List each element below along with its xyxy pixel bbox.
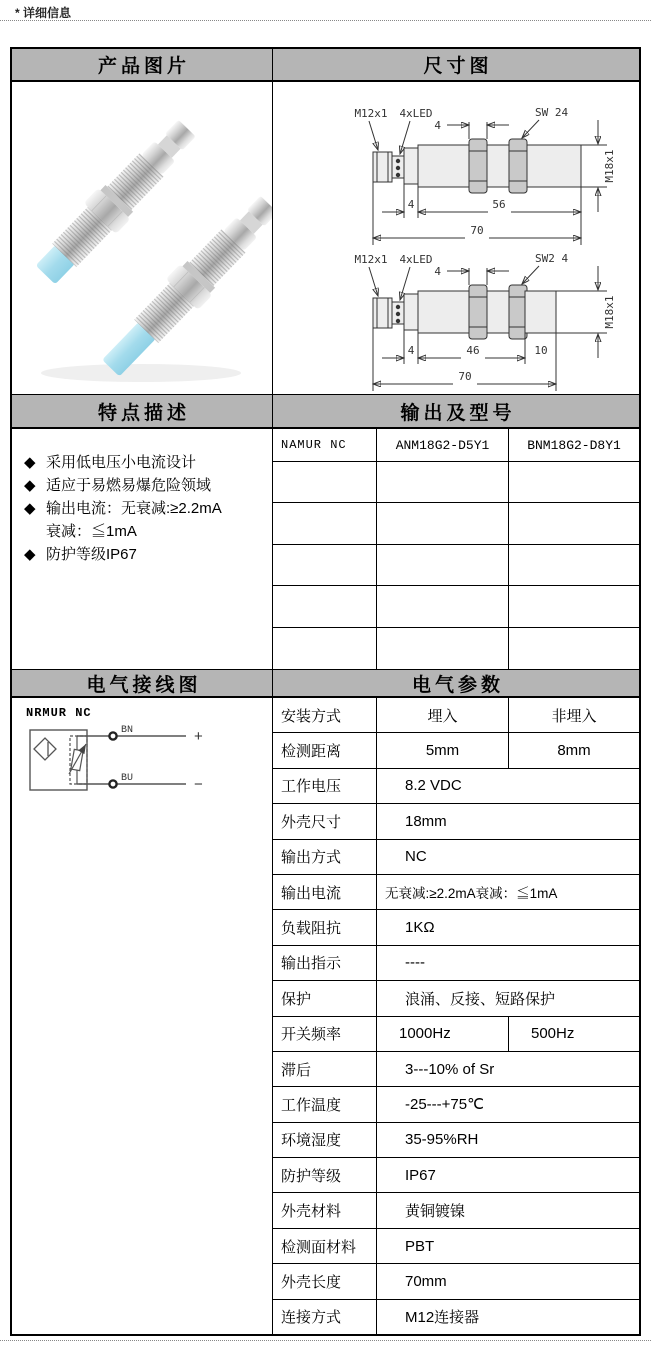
param-label: 检测距离	[273, 733, 377, 767]
diamond-bullet-icon: ◆	[24, 477, 36, 494]
param-label: 环境湿度	[273, 1123, 377, 1157]
wire-bu-label: BU	[121, 773, 134, 784]
param-label: 输出电流	[273, 875, 377, 909]
feature-text: 防护等级IP67	[46, 546, 137, 563]
dim-label-led: 4xLED	[399, 107, 433, 120]
param-row	[273, 1052, 639, 1087]
product-photo-cell	[12, 82, 273, 395]
header-wiring	[12, 670, 273, 698]
feature-item-continuation	[24, 520, 272, 543]
dim-label-led: 4xLED	[399, 253, 433, 266]
dim-label-thread: M12x1	[354, 253, 388, 266]
header-features	[12, 395, 273, 429]
param-label: 外壳长度	[273, 1264, 377, 1298]
param-label: 滞后	[273, 1052, 377, 1086]
param-value: 70mm	[405, 1272, 447, 1290]
param-value: ----	[405, 954, 425, 972]
param-label: 开关频率	[273, 1017, 377, 1051]
param-value: M12连接器	[405, 1309, 480, 1327]
diamond-bullet-icon	[34, 520, 46, 543]
model-row-empty	[273, 545, 639, 586]
dim-label-body: 46	[466, 344, 480, 357]
param-value-flush: 1000Hz	[377, 1017, 509, 1051]
drawing-nut	[509, 139, 527, 193]
feature-list	[12, 429, 272, 566]
param-label: 外壳尺寸	[273, 804, 377, 838]
dim-label-diameter: M18x1	[603, 295, 616, 329]
models-cell	[273, 429, 639, 670]
param-row	[273, 1193, 639, 1228]
led-dot	[396, 319, 400, 323]
dim-label-wrench: SW2 4	[535, 252, 569, 265]
header-product-image-label: 产品图片	[97, 56, 190, 77]
drawing-connector	[373, 152, 392, 182]
feature-item	[24, 543, 272, 566]
param-value: 1KΩ	[405, 919, 435, 937]
photo-shadow	[41, 364, 241, 382]
param-value-flush: 埋入	[377, 698, 509, 732]
drawing-connector	[373, 298, 392, 328]
param-row	[273, 981, 639, 1016]
param-label: 外壳材料	[273, 1193, 377, 1227]
wiring-diagram	[26, 724, 226, 804]
param-label: 输出指示	[273, 946, 377, 980]
model-cell-empty	[377, 462, 509, 502]
model-cell-empty	[509, 586, 639, 626]
feature-item	[24, 451, 272, 474]
param-value: 8.2 VDC	[405, 777, 462, 795]
drawing-nut	[469, 139, 487, 193]
feature-item	[24, 474, 272, 497]
param-row	[273, 698, 639, 733]
param-label: 检测面材料	[273, 1229, 377, 1263]
param-label: 防护等级	[273, 1158, 377, 1192]
model-cell-empty	[377, 628, 509, 669]
features-cell	[12, 429, 273, 670]
dimension-drawings-cell	[273, 82, 639, 395]
dim-label-nut-width: 4	[434, 265, 441, 278]
param-row	[273, 840, 639, 875]
model-number-flush: ANM18G2-D5Y1	[377, 429, 509, 461]
header-params	[273, 670, 639, 698]
led-dot	[396, 159, 400, 163]
diamond-bullet-icon: ◆	[24, 546, 36, 563]
product-photo	[13, 83, 272, 394]
header-product-image	[12, 49, 273, 82]
param-label: 保护	[273, 981, 377, 1015]
param-row	[273, 1017, 639, 1052]
header-wiring-label: 电气接线图	[86, 674, 202, 696]
params-cell	[273, 698, 639, 1334]
model-cell-empty	[509, 503, 639, 543]
model-cell-empty	[509, 462, 639, 502]
param-label: 工作温度	[273, 1087, 377, 1121]
param-value: -25---+75℃	[405, 1096, 484, 1114]
wiring-title: NRMUR NC	[26, 706, 92, 720]
model-number-nonflush: BNM18G2-D8Y1	[527, 437, 621, 453]
model-row-empty	[273, 586, 639, 627]
param-value-nonflush: 8mm	[557, 742, 591, 760]
dim-label-nut-width: 4	[434, 119, 441, 132]
drawing-tip	[525, 291, 556, 333]
param-label: 工作电压	[273, 769, 377, 803]
param-row	[273, 733, 639, 768]
model-row-empty	[273, 628, 639, 669]
header-features-label: 特点描述	[97, 402, 190, 424]
led-dot	[396, 312, 400, 316]
param-value: 无衰减:≥2.2mA衰减：≦1mA	[385, 886, 558, 902]
param-value: 3---10% of Sr	[405, 1060, 495, 1078]
param-value: NC	[405, 848, 427, 866]
drawing-body	[418, 145, 581, 187]
param-value: 浪涌、反接、短路保护	[405, 990, 556, 1008]
param-label: 输出方式	[273, 840, 377, 874]
dim-label-diameter: M18x1	[603, 149, 616, 183]
dim-label-total: 70	[470, 224, 484, 237]
model-cell-empty	[377, 503, 509, 543]
param-row	[273, 875, 639, 910]
dim-label-wrench: SW 24	[535, 106, 569, 119]
dim-label-step: 4	[407, 198, 415, 211]
dim-label-step: 4	[407, 344, 415, 357]
dimension-drawing-bottom	[273, 246, 639, 395]
bottom-divider	[0, 1340, 651, 1341]
param-row	[273, 910, 639, 945]
param-value: 黄铜镀镍	[405, 1203, 466, 1221]
feature-item	[24, 497, 272, 520]
feature-text: 适应于易燃易爆危险领域	[46, 477, 212, 494]
model-cell-empty	[273, 462, 377, 502]
terminal-bu	[109, 780, 116, 787]
wiring-cell	[12, 698, 273, 1334]
model-table	[273, 429, 639, 669]
param-row	[273, 946, 639, 981]
header-models-label: 输出及型号	[400, 402, 516, 424]
dim-label-body: 56	[492, 198, 506, 211]
dimension-drawing-top	[273, 100, 639, 246]
param-row	[273, 1264, 639, 1299]
param-row	[273, 804, 639, 839]
top-divider	[0, 20, 651, 21]
diamond-bullet-icon: ◆	[24, 500, 36, 517]
wire-bn-label: BN	[121, 725, 134, 736]
dim-label-total: 70	[458, 370, 472, 383]
led-dot	[396, 305, 400, 309]
param-row	[273, 1087, 639, 1122]
param-value: PBT	[405, 1237, 435, 1255]
header-dimensions	[273, 49, 639, 82]
dim-label-thread: M12x1	[354, 107, 388, 120]
drawing-nut	[509, 285, 527, 339]
param-row	[273, 769, 639, 804]
sensor-symbol-icon	[34, 738, 56, 760]
param-row	[273, 1158, 639, 1193]
param-label: 连接方式	[273, 1300, 377, 1334]
drawing-nut	[469, 285, 487, 339]
plus-sign: +	[194, 728, 203, 745]
header-models	[273, 395, 639, 429]
param-value-flush: 5mm	[377, 733, 509, 767]
param-value: 35-95%RH	[405, 1131, 479, 1149]
param-row	[273, 1123, 639, 1158]
feature-text: 输出电流：无衰减:≥2.2mA	[46, 500, 222, 517]
model-row-empty	[273, 462, 639, 503]
model-cell-empty	[273, 503, 377, 543]
spec-table	[10, 47, 641, 1336]
sensor-flush	[29, 112, 203, 290]
model-row-empty	[273, 503, 639, 544]
param-value-nonflush: 500Hz	[531, 1025, 575, 1043]
param-value: 18mm	[405, 812, 447, 830]
model-cell-empty	[377, 586, 509, 626]
params-table	[273, 698, 639, 1334]
minus-sign: −	[194, 776, 203, 793]
model-cell-empty	[273, 628, 377, 669]
model-cell-empty	[509, 545, 639, 585]
header-params-label: 电气参数	[411, 674, 504, 696]
page-note: * 详细信息	[15, 6, 72, 20]
model-row	[273, 429, 639, 462]
model-cell-empty	[377, 545, 509, 585]
model-cell-empty	[509, 628, 639, 669]
diamond-bullet-icon: ◆	[24, 454, 36, 471]
param-label: 负载阻抗	[273, 910, 377, 944]
model-output-type: NAMUR NC	[273, 429, 377, 461]
param-row	[273, 1300, 639, 1334]
led-dot	[396, 166, 400, 170]
feature-text: 衰减：≦1mA	[46, 523, 137, 540]
param-row	[273, 1229, 639, 1264]
param-value-nonflush: 非埋入	[551, 707, 597, 725]
header-dimensions-label: 尺寸图	[423, 56, 493, 77]
param-label: 安装方式	[273, 698, 377, 732]
param-value: IP67	[405, 1166, 436, 1184]
led-dot	[396, 173, 400, 177]
feature-text: 采用低电压小电流设计	[46, 454, 197, 471]
model-cell-empty	[273, 586, 377, 626]
terminal-bn	[109, 732, 116, 739]
dim-label-tip: 10	[534, 344, 548, 357]
model-cell-empty	[273, 545, 377, 585]
